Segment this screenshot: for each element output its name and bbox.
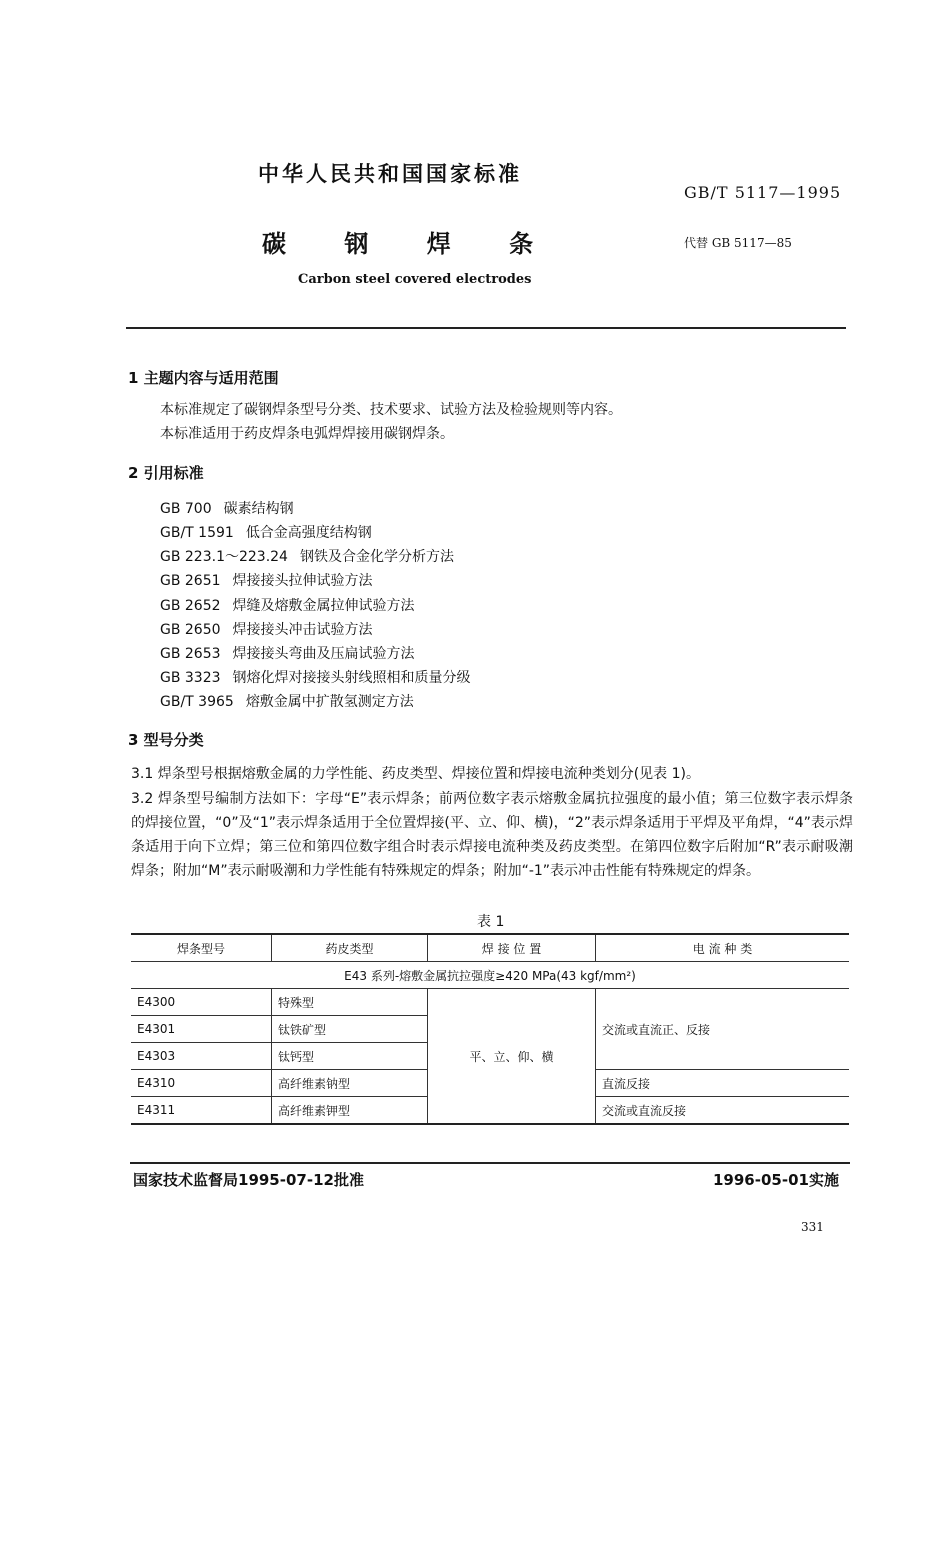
reference-title: 熔敷金属中扩散氢测定方法: [245, 694, 414, 710]
section-2-heading: 2 引用标准: [128, 464, 204, 482]
reference-code: GB 2653: [160, 646, 221, 662]
cell-current-ac-dc-reverse: 交流或直流反接: [596, 1097, 850, 1125]
table-caption: 表 1: [477, 914, 505, 930]
series-row: E43 系列-熔敷金属抗拉强度≥420 MPa(43 kgf/mm²): [131, 962, 849, 989]
clause-3-2: 3.2 焊条型号编制方法如下：字母“E”表示焊条；前两位数字表示熔敷金属抗拉强度的最小值；第三位数字表示焊条的焊接位置，“0”及“1”表示焊条适用于全位置焊接(平、立、仰、横)，“2”表示焊条适用于平焊及平角焊，“4”表示焊条适用于向下立焊；第三位和第四位数字组合时表示焊接电流种类及药皮类型。在第四位数字后附加“R”表示耐吸潮焊条；附加“M”表示耐吸潮和力学性能有特殊规定的焊条；附加“-1”表示冲击性能有特殊规定的焊条。: [131, 791, 853, 879]
reference-code: GB 3323: [160, 670, 221, 686]
effective-date: 1996-05-01实施: [713, 1171, 839, 1189]
reference-item: [160, 570, 373, 590]
cell-model: E4311: [131, 1097, 272, 1125]
cell-model: E4301: [131, 1016, 272, 1043]
reference-item: [160, 498, 294, 518]
reference-code: GB 700: [160, 501, 212, 517]
replaces-note: 代替 GB 5117—85: [684, 236, 792, 250]
document-header-title: 中华人民共和国国家标准: [258, 162, 522, 186]
electrode-table: [131, 933, 849, 1125]
reference-code: GB 2650: [160, 622, 221, 638]
english-title: Carbon steel covered electrodes: [298, 272, 532, 287]
reference-item: [160, 691, 414, 711]
cell-model: E4300: [131, 989, 272, 1016]
reference-title: 低合金高强度结构钢: [245, 525, 372, 541]
section-1-heading: 1 主题内容与适用范围: [128, 369, 279, 387]
cell-model: E4303: [131, 1043, 272, 1070]
reference-code: GB 2651: [160, 573, 221, 589]
cell-coating: 高纤维素钠型: [272, 1070, 428, 1097]
reference-item: [160, 595, 415, 615]
cell-position-merged: 平、立、仰、横: [428, 989, 596, 1125]
reference-item: [160, 619, 373, 639]
reference-item: [160, 643, 415, 663]
header-coating: 药皮类型: [272, 934, 428, 962]
standard-number: GB/T 5117—1995: [684, 183, 842, 202]
header-divider: [126, 327, 846, 329]
reference-code: GB/T 1591: [160, 525, 234, 541]
reference-title: 焊接接头拉伸试验方法: [232, 573, 373, 589]
footer-divider: [130, 1162, 850, 1164]
reference-code: GB 223.1～223.24: [160, 549, 288, 565]
reference-item: [160, 546, 454, 566]
section-1-paragraph-2: 本标准适用于药皮焊条电弧焊焊接用碳钢焊条。: [160, 426, 454, 442]
reference-code: GB/T 3965: [160, 694, 234, 710]
cell-current-dc-reverse: 直流反接: [596, 1070, 850, 1097]
cell-coating: 钛钙型: [272, 1043, 428, 1070]
cell-current-ac-dc: 交流或直流正、反接: [596, 989, 850, 1070]
reference-item: [160, 522, 372, 542]
reference-item: [160, 667, 471, 687]
header-current: 电 流 种 类: [596, 934, 850, 962]
header-model: 焊条型号: [131, 934, 272, 962]
section-1-paragraph-1: 本标准规定了碳钢焊条型号分类、技术要求、试验方法及检验规则等内容。: [160, 402, 622, 418]
page-number: 331: [801, 1220, 824, 1234]
main-title: 碳 钢 焊 条: [262, 230, 534, 258]
reference-title: 钢熔化焊对接接头射线照相和质量分级: [232, 670, 471, 686]
reference-title: 焊缝及熔敷金属拉伸试验方法: [232, 598, 415, 614]
cell-coating: 高纤维素钾型: [272, 1097, 428, 1125]
reference-title: 焊接接头弯曲及压扁试验方法: [232, 646, 415, 662]
reference-title: 碳素结构钢: [223, 501, 294, 517]
reference-title: 焊接接头冲击试验方法: [232, 622, 373, 638]
reference-code: GB 2652: [160, 598, 221, 614]
approval-date: 国家技术监督局1995-07-12批准: [133, 1171, 364, 1189]
section-3-heading: 3 型号分类: [128, 731, 204, 749]
reference-title: 钢铁及合金化学分析方法: [299, 549, 454, 565]
header-position: 焊 接 位 置: [428, 934, 596, 962]
cell-coating: 特殊型: [272, 989, 428, 1016]
cell-model: E4310: [131, 1070, 272, 1097]
cell-coating: 钛铁矿型: [272, 1016, 428, 1043]
clause-3-1: 3.1 焊条型号根据熔敷金属的力学性能、药皮类型、焊接位置和焊接电流种类划分(见表 1)。: [131, 766, 700, 782]
